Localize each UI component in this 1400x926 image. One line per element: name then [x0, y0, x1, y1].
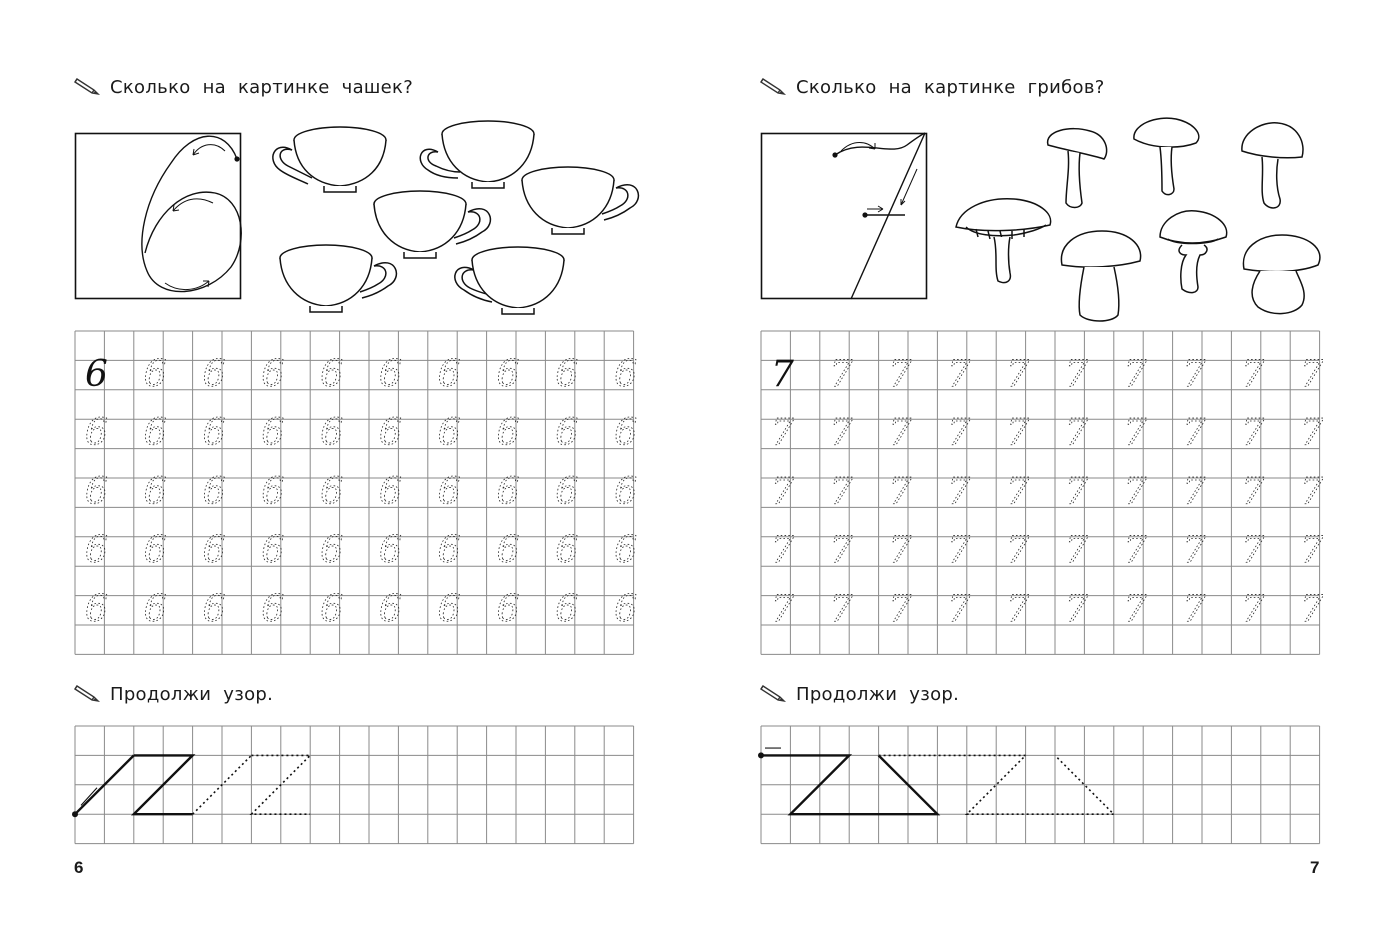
trace-digit: 7: [1065, 530, 1088, 572]
task-count-cups: [74, 76, 413, 98]
pencil-icon: [74, 76, 102, 96]
trace-digit: 6: [202, 471, 226, 513]
trace-digit: 7: [1300, 412, 1324, 454]
trace-digit: 7: [1241, 353, 1265, 395]
model-digit: 6: [85, 353, 108, 395]
task-text: Сколько на картинке чашек?: [110, 77, 414, 98]
pencil-icon: [74, 683, 102, 703]
trace-digit: 6: [261, 353, 285, 395]
trace-digit: 7: [888, 471, 912, 513]
trace-digit: 7: [1006, 412, 1030, 454]
trace-digit: 7: [1065, 353, 1088, 395]
trace-digit: 6: [143, 353, 167, 395]
trace-digit: 7: [1300, 471, 1324, 513]
trace-digit: 6: [437, 589, 461, 630]
trace-digit: 7: [1182, 353, 1206, 395]
trace-digit: 7: [1182, 412, 1206, 454]
trace-digit: 6: [614, 412, 638, 454]
trace-digit: 6: [614, 530, 638, 572]
trace-digit: 7: [888, 530, 912, 572]
trace-digit: 7: [1241, 589, 1265, 630]
trace-digit: 6: [85, 530, 108, 572]
pattern-grid-right: [761, 726, 1321, 844]
trace-digit: 7: [947, 471, 971, 513]
trace-digit: 6: [555, 471, 579, 513]
trace-digit: 7: [1065, 471, 1088, 513]
trace-digit: 7: [1300, 353, 1324, 395]
trace-digit: 6: [437, 353, 461, 395]
trace-digit: 6: [379, 471, 402, 513]
trace-digit: 6: [496, 471, 520, 513]
trace-digit: 6: [437, 530, 461, 572]
pattern-grid-left: [75, 726, 635, 844]
trace-digit: 6: [143, 412, 167, 454]
trace-digit: 7: [888, 353, 912, 395]
trace-digit: 6: [496, 353, 520, 395]
trace-digit: 7: [1123, 471, 1147, 513]
trace-digit: 7: [771, 471, 794, 513]
trace-digit: 7: [1182, 471, 1206, 513]
trace-digit: 6: [379, 589, 402, 630]
trace-digit: 6: [614, 589, 638, 630]
digit-6-copybook-grid: [75, 331, 638, 657]
trace-digit: 6: [379, 412, 402, 454]
trace-digit: 6: [320, 589, 344, 630]
trace-digit: 6: [437, 471, 461, 513]
trace-digit: 6: [555, 353, 579, 395]
page-number-right: 7: [1310, 858, 1320, 877]
trace-digit: 7: [771, 589, 794, 630]
trace-digit: 6: [143, 471, 167, 513]
task-text: Сколько на картинке грибов?: [796, 77, 1105, 98]
trace-digit: 7: [1006, 530, 1030, 572]
trace-digit: 6: [614, 353, 638, 395]
trace-digit: 6: [202, 412, 226, 454]
trace-digit: 6: [261, 530, 285, 572]
trace-digit: 6: [320, 412, 344, 454]
page-number-left: 6: [74, 858, 84, 877]
task-continue-pattern: [74, 683, 273, 705]
trace-digit: 6: [379, 530, 402, 572]
trace-digit: 7: [1300, 589, 1324, 630]
trace-digit: 6: [379, 353, 402, 395]
trace-digit: 7: [1006, 471, 1030, 513]
trace-digit: 7: [829, 353, 853, 395]
trace-digit: 7: [1300, 530, 1324, 572]
task-text: Продолжи узор.: [110, 684, 274, 705]
trace-digit: 7: [1182, 589, 1206, 630]
trace-digit: 7: [947, 412, 971, 454]
pencil-icon: [760, 76, 788, 96]
trace-digit: 7: [829, 530, 853, 572]
trace-digit: 6: [555, 412, 579, 454]
trace-digit: 7: [1123, 589, 1147, 630]
trace-digit: 6: [261, 471, 285, 513]
trace-digit: 6: [320, 353, 344, 395]
trace-digit: 7: [947, 353, 971, 395]
trace-digit: 7: [1241, 471, 1265, 513]
trace-digit: 6: [496, 412, 520, 454]
trace-digit: 7: [1241, 530, 1265, 572]
trace-digit: 6: [202, 530, 226, 572]
mushrooms-illustration: [950, 115, 1330, 320]
trace-digit: 7: [1065, 412, 1088, 454]
trace-digit: 6: [261, 412, 285, 454]
trace-digit: 7: [1241, 412, 1265, 454]
trace-digit: 7: [829, 412, 853, 454]
trace-digit: 7: [1006, 353, 1030, 395]
trace-digit: 7: [1123, 530, 1147, 572]
trace-digit: 7: [888, 589, 912, 630]
trace-digit: 6: [496, 530, 520, 572]
trace-digit: 6: [85, 589, 108, 630]
digit-7-stroke-guide: [761, 133, 927, 299]
trace-digit: 7: [771, 412, 794, 454]
trace-digit: 6: [555, 589, 579, 630]
trace-digit: 6: [85, 471, 108, 513]
trace-digit: 6: [202, 589, 226, 630]
trace-digit: 6: [555, 530, 579, 572]
trace-digit: 6: [143, 530, 167, 572]
trace-digit: 7: [1182, 530, 1206, 572]
digit-6-stroke-guide: [75, 133, 241, 299]
trace-digit: 7: [829, 471, 853, 513]
cup: [273, 127, 386, 192]
trace-digit: 7: [888, 412, 912, 454]
trace-digit: 6: [85, 412, 108, 454]
trace-digit: 6: [614, 471, 638, 513]
trace-digit: 7: [1123, 353, 1147, 395]
cups-illustration: [268, 110, 668, 320]
trace-digit: 6: [202, 353, 226, 395]
trace-digit: 6: [320, 530, 344, 572]
trace-digit: 7: [1065, 589, 1088, 630]
task-text: Продолжи узор.: [796, 684, 960, 705]
trace-digit: 6: [143, 589, 167, 630]
model-digit: 7: [771, 353, 794, 395]
trace-digit: 6: [437, 412, 461, 454]
trace-digit: 7: [947, 530, 971, 572]
trace-digit: 6: [261, 589, 285, 630]
trace-digit: 7: [947, 589, 971, 630]
trace-digit: 6: [496, 589, 520, 630]
arrow-icon: [81, 788, 97, 806]
task-count-mushrooms: [760, 76, 1105, 98]
task-continue-pattern: [760, 683, 959, 705]
trace-digit: 7: [771, 530, 794, 572]
digit-7-copybook-grid: [761, 331, 1324, 657]
trace-digit: 7: [829, 589, 853, 630]
trace-digit: 7: [1006, 589, 1030, 630]
trace-digit: 6: [320, 471, 344, 513]
trace-digit: 7: [1123, 412, 1147, 454]
pencil-icon: [760, 683, 788, 703]
